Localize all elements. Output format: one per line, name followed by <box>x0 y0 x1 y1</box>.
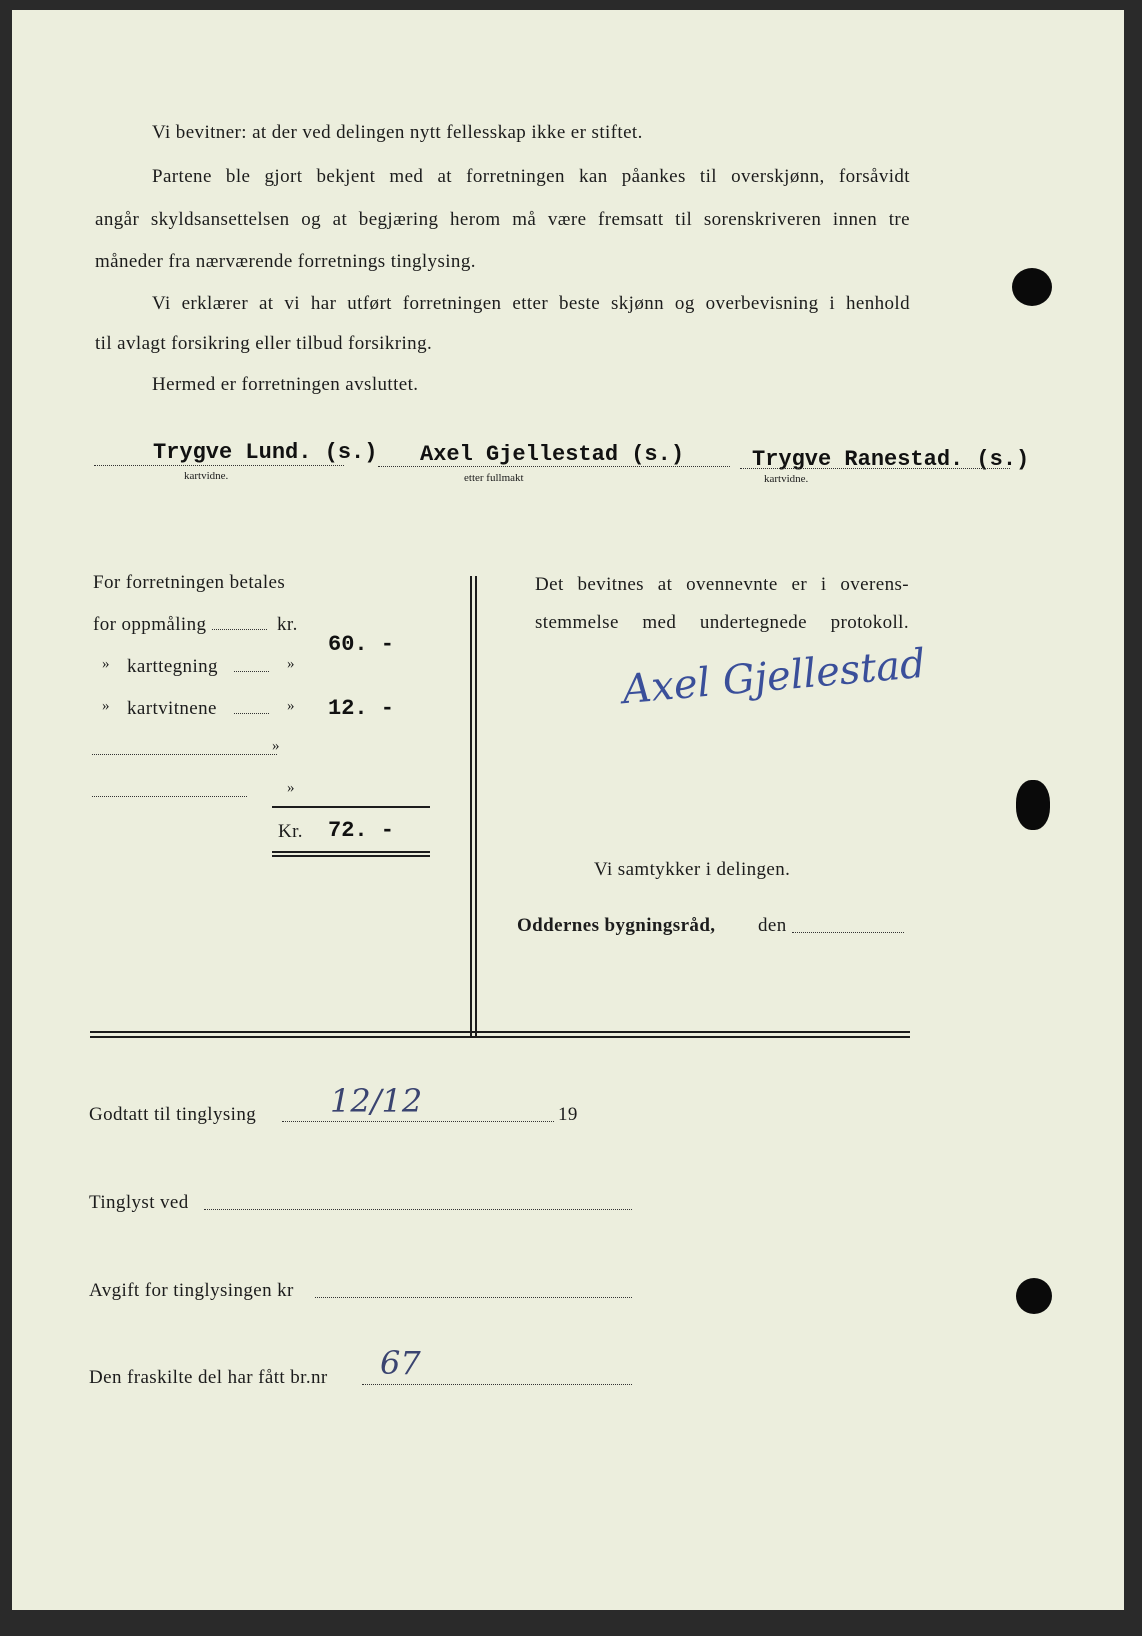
fees-total-rule-1 <box>272 851 430 853</box>
column-divider-right <box>475 576 477 1038</box>
fees-heading: For forretningen betales <box>93 572 286 593</box>
fee-row-blank1-ditto: » <box>272 738 280 754</box>
handwritten-signature: Axel Gjellestad <box>620 640 928 714</box>
paragraph-declaration-line1: Vi erklærer at vi har utført forretningen etter beste skjønn og overbevisning i henhold <box>152 293 910 314</box>
binder-hole-middle <box>1016 780 1050 830</box>
avgift-label: Avgift for tinglysingen kr <box>89 1280 294 1301</box>
paragraph-declaration-line2: til avlagt forsikring eller tilbud forsikring. <box>95 333 433 354</box>
binder-hole-top <box>1012 268 1052 306</box>
fee-row-oppmaling-unit: kr. <box>277 614 298 635</box>
signature-1-name: Trygve Lund. (s.) <box>153 440 378 465</box>
fee-row-karttegning-ditto-unit: » <box>287 656 295 672</box>
section-rule-top <box>90 1031 910 1033</box>
fee-row-oppmaling-dots <box>212 629 267 630</box>
fee-row-karttegning-dots <box>234 671 269 672</box>
godtatt-handwritten-date: 12/12 <box>330 1082 423 1120</box>
binder-hole-bottom <box>1016 1278 1052 1314</box>
fee-row-oppmaling-value: 60. - <box>328 632 395 657</box>
fees-total-label: Kr. <box>278 821 303 842</box>
paragraph-witness: Vi bevitner: at der ved delingen nytt fellesskap ikke er stiftet. <box>152 122 643 143</box>
godtatt-year: 19 <box>558 1104 578 1125</box>
brnr-handwritten-number: 67 <box>380 1344 421 1382</box>
signature-2-name: Axel Gjellestad (s.) <box>420 442 685 467</box>
paragraph-appeal-line3: måneder fra nærværende forretnings tinglysing. <box>95 251 476 272</box>
tinglyst-line <box>204 1209 632 1210</box>
confirmation-line1: Det bevitnes at ovennevnte er i overens- <box>535 574 909 595</box>
council-date-line <box>792 932 904 933</box>
fee-row-kartvitnene-label: kartvitnene <box>127 698 217 719</box>
fee-row-blank2-line <box>92 796 247 797</box>
tinglyst-label: Tinglyst ved <box>89 1192 189 1213</box>
fees-total-value: 72. - <box>328 818 395 843</box>
brnr-line <box>362 1384 632 1385</box>
fee-row-kartvitnene-value: 12. - <box>328 696 395 721</box>
fee-row-karttegning-label: karttegning <box>127 656 218 677</box>
document-page <box>12 10 1124 1610</box>
section-rule-bottom <box>90 1036 910 1038</box>
signature-2-line <box>378 466 730 467</box>
fee-row-blank1-line <box>92 754 277 755</box>
paragraph-appeal-line2: angår skyldsansettelsen og at begjæring herom må være fremsatt til sorenskriveren innen tre <box>95 209 910 230</box>
council-den-label: den <box>758 915 787 936</box>
signature-3-name: Trygve Ranestad. (s.) <box>752 447 1030 472</box>
signature-3-role: kartvidne. <box>764 473 809 485</box>
fee-row-kartvitnene-dots <box>234 713 269 714</box>
avgift-line <box>315 1297 632 1298</box>
fee-row-kartvitnene-ditto-unit: » <box>287 698 295 714</box>
godtatt-label: Godtatt til tinglysing <box>89 1104 257 1125</box>
fee-row-kartvitnene-ditto: » <box>102 698 110 714</box>
fees-sum-rule <box>272 806 430 808</box>
godtatt-line <box>282 1121 554 1122</box>
paragraph-appeal-line1: Partene ble gjort bekjent med at forretningen kan påankes til overskjønn, forsåvidt <box>152 166 910 187</box>
signature-2-role: etter fullmakt <box>464 472 524 484</box>
signature-1-line <box>94 465 344 466</box>
signature-3-line <box>740 468 1010 469</box>
signature-1-role: kartvidne. <box>184 470 229 482</box>
confirmation-line2: stemmelse med undertegnede protokoll. <box>535 612 909 633</box>
fees-total-rule-2 <box>272 855 430 857</box>
brnr-label: Den fraskilte del har fått br.nr <box>89 1367 328 1388</box>
council-name: Oddernes bygningsråd, <box>517 915 716 936</box>
fee-row-oppmaling-label: for oppmåling <box>93 614 207 635</box>
fee-row-karttegning-ditto: » <box>102 656 110 672</box>
paragraph-closing: Hermed er forretningen avsluttet. <box>152 374 419 395</box>
fee-row-blank2-ditto: » <box>287 780 295 796</box>
consent-text: Vi samtykker i delingen. <box>594 859 791 880</box>
column-divider-left <box>470 576 472 1038</box>
